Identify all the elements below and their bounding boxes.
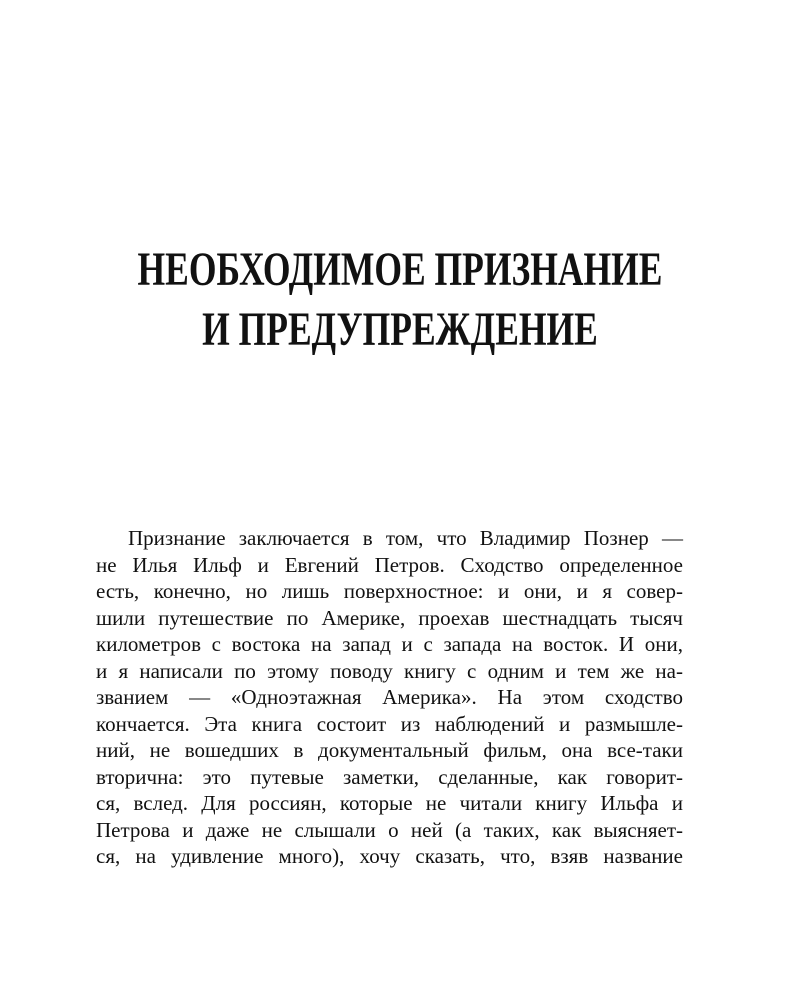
text-line: не Илья Ильф и Евгений Петров. Сходство определенное [96,552,683,577]
text-line: Петрова и даже не слышали о ней (а таких, как выясняет- [96,817,683,842]
chapter-title-line-2 [0,303,800,356]
text-line: есть, конечно, но лишь поверхностное: и они, и я совер- [96,579,683,603]
text-line: ся, вслед. Для россиян, которые не читали книгу Ильфа и [96,791,683,815]
text-line: ний, не вошедших в документальный фильм, она все-таки [96,738,683,762]
text-line: званием — «Одноэтажная Америка». На этом сходство [96,685,683,709]
text-line: километров с востока на запад и с запада на восток. И они, [96,632,683,656]
text-line: и я написали по этому поводу книгу с одним и тем же на- [96,658,683,683]
body-paragraph [96,525,683,870]
text-line: ся, на удивление много), хочу сказать, что, взяв название [96,844,683,868]
text-line: Признание заключается в том, что Владимир Познер — [128,526,683,550]
text-line: вторична: это путевые заметки, сделанные, как говорит- [96,764,683,789]
text-line: кончается. Эта книга состоит из наблюдений и размышле- [96,711,683,736]
chapter-title-text-1: НЕОБХОДИМОЕ ПРИЗНАНИЕ [137,243,663,296]
chapter-title-text-2: И ПРЕДУПРЕЖДЕНИЕ [202,303,598,356]
chapter-title-line-1 [0,243,800,296]
text-line: шили путешествие по Америке, проехав шестнадцать тысяч [96,605,683,630]
